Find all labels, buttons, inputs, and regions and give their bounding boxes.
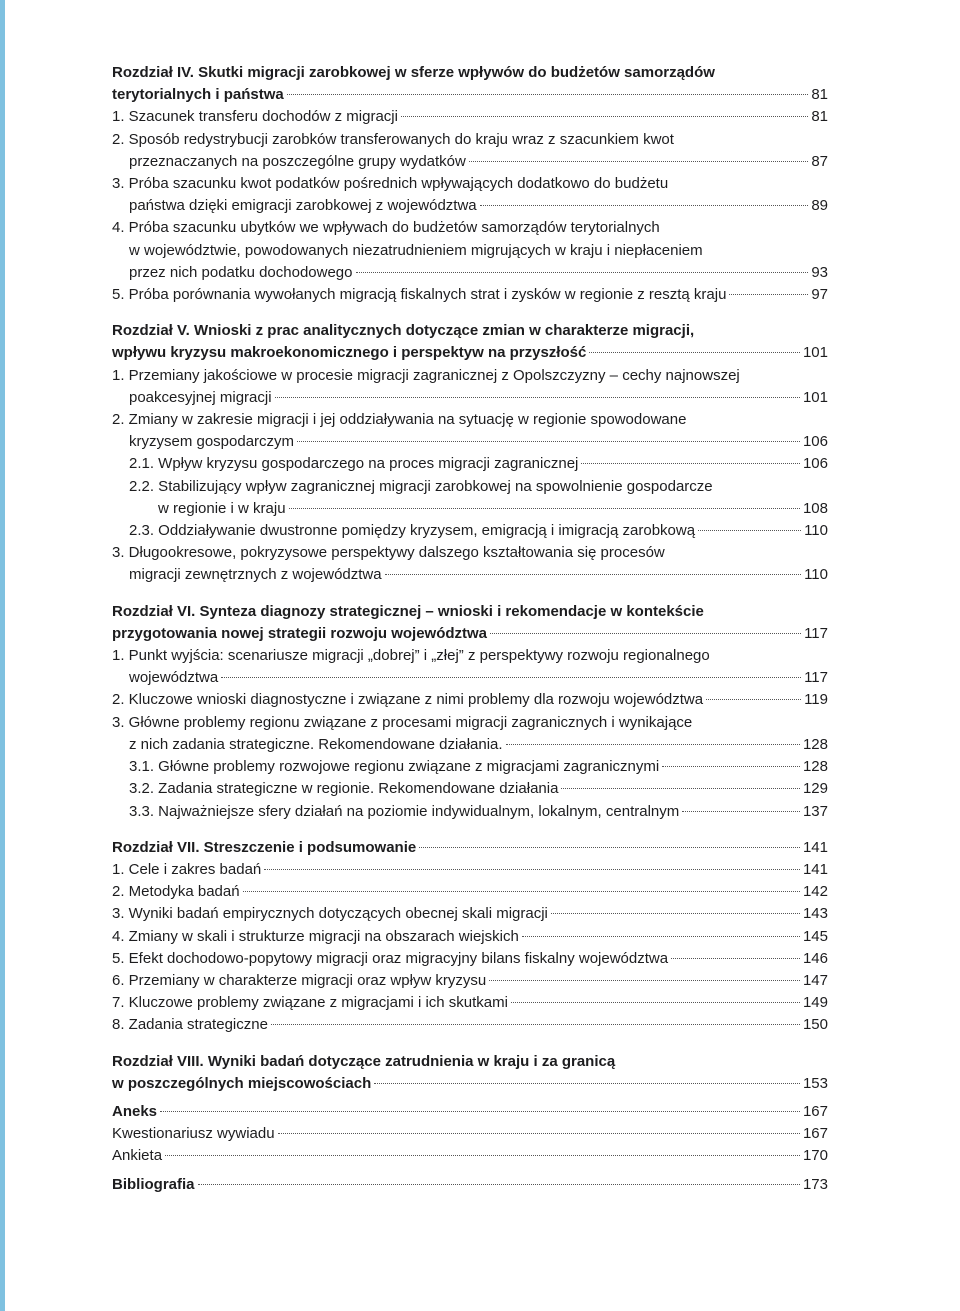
dot-leader <box>489 980 800 981</box>
annex-title: Aneks <box>112 1102 158 1120</box>
page-number: 108 <box>802 499 828 517</box>
toc-entry-label: z nich zadania strategiczne. Rekomendowane działania. <box>129 735 503 753</box>
toc-entry-label[interactable]: 3. Próba szacunku kwot podatków pośrednich wpływających dodatkowo do budżetu <box>112 175 669 193</box>
page-number: 93 <box>811 263 828 281</box>
page-number: 150 <box>802 1016 828 1034</box>
toc-entry-label: w regionie i w kraju <box>158 499 286 517</box>
toc-entry[interactable] <box>112 151 828 173</box>
chapter-4-heading[interactable]: Rozdział IV. Skutki migracji zarobkowej w sferze wpływów do budżetów samorządów <box>112 64 715 81</box>
chapter-6-heading[interactable]: Rozdział VI. Synteza diagnozy strategicznej – wnioski i rekomendacje w kontekście <box>112 602 704 620</box>
toc-entry[interactable] <box>112 881 828 903</box>
page-number: 106 <box>802 455 828 473</box>
page-number: 89 <box>811 197 828 215</box>
chapter-4-heading-end[interactable] <box>112 84 828 106</box>
chapter-5-title-cont: wpływu kryzysu makroekonomicznego i perspektyw na przyszłość <box>112 344 587 362</box>
table-of-contents <box>112 62 828 1196</box>
toc-entry-label[interactable]: 3. Główne problemy regionu związane z procesami migracji zagranicznych i wynikające <box>112 713 693 731</box>
toc-entry-label: 7. Kluczowe problemy związane z migracjami i ich skutkami <box>112 994 508 1012</box>
toc-entry[interactable] <box>112 689 828 711</box>
chapter-5-heading-end[interactable] <box>112 342 828 364</box>
annex-heading[interactable] <box>112 1101 828 1123</box>
toc-entry[interactable] <box>112 926 828 948</box>
dot-leader <box>551 913 800 914</box>
dot-leader <box>419 847 800 848</box>
toc-entry[interactable] <box>112 948 828 970</box>
page-number: 128 <box>802 735 828 753</box>
page-number: 153 <box>802 1074 828 1092</box>
toc-entry[interactable] <box>112 387 828 409</box>
toc-entry-label: 2. Kluczowe wnioski diagnostyczne i związane z nimi problemy dla rozwoju województwa <box>112 691 704 709</box>
dot-leader <box>160 1111 800 1112</box>
toc-entry-label: Ankieta <box>112 1147 163 1165</box>
toc-entry-label: 3.3. Najważniejsze sfery działań na poziomie indywidualnym, lokalnym, centralnym <box>129 802 680 820</box>
dot-leader <box>401 116 808 117</box>
toc-entry-label: kryzysem gospodarczym <box>129 433 295 451</box>
toc-entry-label: 6. Przemiany w charakterze migracji oraz wpływ kryzysu <box>112 971 487 989</box>
toc-entry[interactable] <box>112 106 828 128</box>
page-number: 149 <box>802 994 828 1012</box>
page-number: 167 <box>802 1125 828 1143</box>
toc-entry-label: 8. Zadania strategiczne <box>112 1016 268 1034</box>
dot-leader <box>289 508 800 509</box>
page-number: 137 <box>802 802 828 820</box>
chapter-8-title-cont: w poszczególnych miejscowościach <box>112 1074 372 1092</box>
toc-entry-label: migracji zewnętrznych z województwa <box>129 566 382 584</box>
dot-leader <box>198 1184 800 1185</box>
dot-leader <box>589 352 800 353</box>
dot-leader <box>561 788 800 789</box>
page-number: 97 <box>811 286 828 304</box>
dot-leader <box>682 811 800 812</box>
page-number: 143 <box>802 905 828 923</box>
page-number: 101 <box>802 388 828 406</box>
page-number: 110 <box>804 566 828 584</box>
page-number: 110 <box>804 522 828 540</box>
page-number: 173 <box>802 1175 828 1193</box>
toc-entry-label[interactable]: 3. Długookresowe, pokryzysowe perspektywy dalszego kształtowania się procesów <box>112 544 665 562</box>
dot-leader <box>706 699 801 700</box>
toc-entry-label: województwa <box>129 669 219 687</box>
toc-entry[interactable] <box>112 284 828 306</box>
chapter-8-heading-end[interactable] <box>112 1073 828 1095</box>
page-number: 167 <box>802 1102 828 1120</box>
toc-entry-label: przeznaczanych na poszczególne grupy wydatków <box>129 152 466 170</box>
page-number: 141 <box>802 860 828 878</box>
page-number: 142 <box>802 883 828 901</box>
page-number: 101 <box>802 344 828 362</box>
chapter-5-heading[interactable]: Rozdział V. Wnioski z prac analitycznych dotyczące zmian w charakterze migracji, <box>112 322 695 340</box>
toc-entry-label[interactable]: 1. Punkt wyjścia: scenariusze migracji „dobrej” i „złej” z perspektywy rozwoju regionalnego <box>112 647 710 665</box>
page-number: 117 <box>804 669 828 687</box>
page-number: 106 <box>802 433 828 451</box>
toc-entry-label[interactable]: w województwie, powodowanych niezatrudnieniem migrujących w kraju i niepłaceniem <box>129 241 703 259</box>
toc-entry[interactable] <box>112 520 828 542</box>
dot-leader <box>506 744 800 745</box>
page-number: 119 <box>804 691 828 709</box>
toc-entry-label: 1. Szacunek transferu dochodów z migracji <box>112 108 398 126</box>
chapter-6-heading-end[interactable] <box>112 623 828 645</box>
dot-leader <box>671 958 800 959</box>
chapter-7-heading[interactable] <box>112 837 828 859</box>
toc-entry[interactable] <box>112 453 828 475</box>
page-number: 117 <box>804 624 828 642</box>
dot-leader <box>511 1002 800 1003</box>
toc-entry[interactable] <box>112 1123 828 1145</box>
dot-leader <box>356 272 809 273</box>
dot-leader <box>729 294 808 295</box>
toc-entry[interactable] <box>112 262 828 284</box>
dot-leader <box>278 1133 800 1134</box>
bibliography-title: Bibliografia <box>112 1175 195 1193</box>
dot-leader <box>490 633 801 634</box>
toc-entry[interactable] <box>112 195 828 217</box>
toc-entry[interactable] <box>112 970 828 992</box>
toc-entry[interactable] <box>112 1014 828 1036</box>
toc-entry-label: 2.1. Wpływ kryzysu gospodarczego na proces migracji zagranicznej <box>129 455 579 473</box>
toc-entry[interactable] <box>112 734 828 756</box>
bibliography-heading[interactable] <box>112 1174 828 1196</box>
dot-leader <box>581 463 800 464</box>
toc-entry[interactable] <box>112 564 828 586</box>
page-number: 129 <box>802 780 828 798</box>
chapter-6-title-cont: przygotowania nowej strategii rozwoju województwa <box>112 624 488 642</box>
chapter-7-title: Rozdział VII. Streszczenie i podsumowanie <box>112 838 417 856</box>
page-left-border <box>0 0 5 1311</box>
dot-leader <box>480 205 809 206</box>
page-number: 147 <box>802 971 828 989</box>
dot-leader <box>275 397 800 398</box>
toc-entry-label[interactable]: 4. Próba szacunku ubytków we wpływach do budżetów samorządów terytorialnych <box>112 219 660 237</box>
toc-entry[interactable] <box>112 801 828 823</box>
toc-entry-label: 5. Próba porównania wywołanych migracją fiskalnych strat i zysków w regionie z resztą kraju <box>112 286 727 304</box>
toc-entry[interactable] <box>112 859 828 881</box>
page-number: 81 <box>811 108 828 126</box>
dot-leader <box>271 1024 800 1025</box>
dot-leader <box>243 891 800 892</box>
toc-entry[interactable] <box>112 992 828 1014</box>
toc-entry-label: 3.2. Zadania strategiczne w regionie. Rekomendowane działania <box>129 780 559 798</box>
toc-entry[interactable] <box>112 1145 828 1167</box>
dot-leader <box>469 161 808 162</box>
toc-entry-label: 4. Zmiany w skali i strukturze migracji na obszarach wiejskich <box>112 927 519 945</box>
toc-entry[interactable] <box>112 756 828 778</box>
dot-leader <box>698 530 801 531</box>
page-number: 81 <box>811 86 828 104</box>
toc-entry-label: 5. Efekt dochodowo-popytowy migracji oraz migracyjny bilans fiskalny województwa <box>112 949 669 967</box>
dot-leader <box>264 869 800 870</box>
dot-leader <box>221 677 801 678</box>
toc-entry[interactable] <box>112 431 828 453</box>
toc-entry[interactable] <box>112 778 828 800</box>
page-number: 128 <box>802 758 828 776</box>
page-number: 145 <box>802 927 828 945</box>
page-number: 141 <box>802 838 828 856</box>
toc-entry-label[interactable]: 2. Sposób redystrybucji zarobków transferowanych do kraju wraz z szacunkiem kwot <box>112 130 674 148</box>
page-number: 146 <box>802 949 828 967</box>
toc-entry-label: poakcesyjnej migracji <box>129 388 272 406</box>
dot-leader <box>287 94 809 95</box>
toc-entry-label: przez nich podatku dochodowego <box>129 263 353 281</box>
toc-entry-label[interactable]: 2. Zmiany w zakresie migracji i jej oddziaływania na sytuację w regionie spowodowane <box>112 411 687 429</box>
toc-entry-label: państwa dzięki emigracji zarobkowej z województwa <box>129 197 477 215</box>
toc-entry[interactable] <box>112 498 828 520</box>
page-number: 170 <box>802 1147 828 1165</box>
toc-entry-label: 2. Metodyka badań <box>112 883 240 901</box>
toc-entry-label: 1. Cele i zakres badań <box>112 860 262 878</box>
toc-entry[interactable] <box>112 667 828 689</box>
chapter-8-heading[interactable]: Rozdział VIII. Wyniki badań dotyczące zatrudnienia w kraju i za granicą <box>112 1052 616 1070</box>
dot-leader <box>662 766 800 767</box>
toc-entry-label: Kwestionariusz wywiadu <box>112 1125 275 1143</box>
toc-entry-label[interactable]: 1. Przemiany jakościowe w procesie migracji zagranicznej z Opolszczyzny – cechy najnowszej <box>112 366 740 384</box>
toc-entry-label: 3. Wyniki badań empirycznych dotyczących obecnej skali migracji <box>112 905 548 923</box>
page-number: 87 <box>811 152 828 170</box>
toc-entry[interactable] <box>112 903 828 925</box>
dot-leader <box>165 1155 800 1156</box>
chapter-4-title-cont: terytorialnych i państwa <box>112 86 284 104</box>
toc-entry-label: 2.3. Oddziaływanie dwustronne pomiędzy kryzysem, emigracją i imigracją zarobkową <box>129 522 696 540</box>
dot-leader <box>522 936 800 937</box>
toc-entry-label[interactable]: 2.2. Stabilizujący wpływ zagranicznej migracji zarobkowej na spowolnienie gospodarcze <box>129 477 713 495</box>
toc-entry-label: 3.1. Główne problemy rozwojowe regionu związane z migracjami zagranicznymi <box>129 758 660 776</box>
dot-leader <box>297 441 800 442</box>
dot-leader <box>374 1083 800 1084</box>
dot-leader <box>385 574 801 575</box>
